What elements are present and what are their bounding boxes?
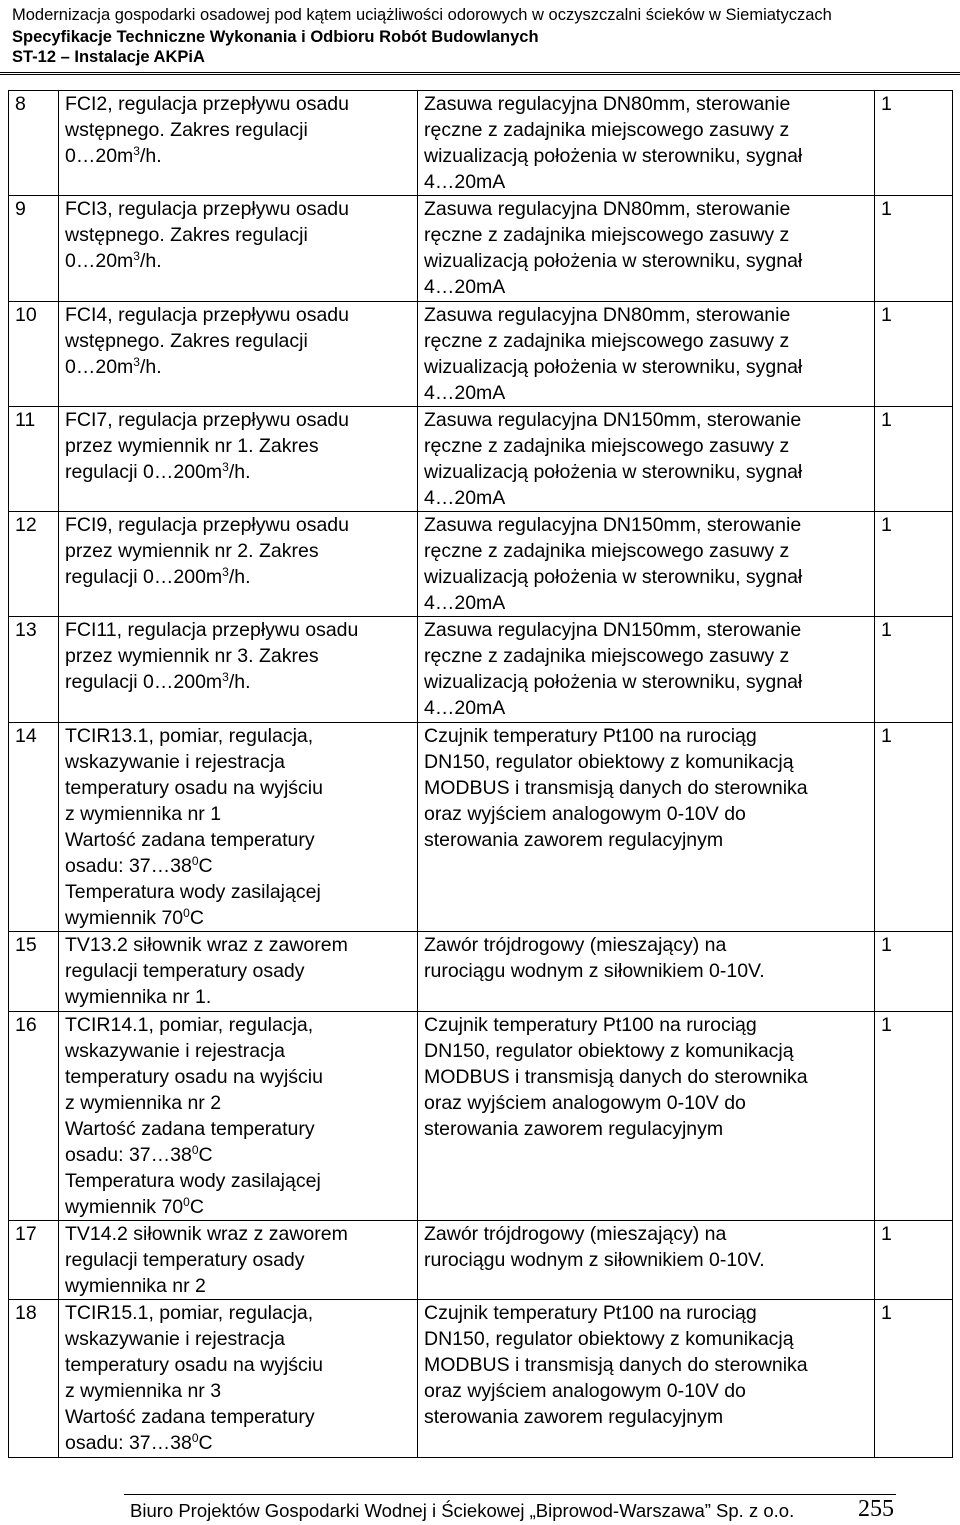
description-line: FCI4, regulacja przepływu osadu <box>65 303 349 326</box>
description-line: wstępnego. Zakres regulacji <box>65 119 308 141</box>
company-name: Biuro Projektów Gospodarki Wodnej i Ściekowej „Biprowod-Warszawa” Sp. z o.o. <box>130 1500 795 1521</box>
document-title: Specyfikacje Techniczne Wykonania i Odbioru Robót Budowlanych <box>12 28 539 46</box>
description-line: osadu: $37\dots 38^0C$ <box>65 1142 213 1166</box>
device-line: Czujnik temperatury Pt100 na rurociąg <box>424 1302 757 1325</box>
device-line: oraz wyjściem analogowym 0-10V do <box>424 1091 746 1114</box>
device-description <box>418 932 875 1011</box>
table-row <box>9 512 953 617</box>
device-line: MODBUS i transmisją danych do sterownika <box>424 776 808 799</box>
description-line: FCI11, regulacja przepływu osadu <box>65 619 359 642</box>
device-line: sterowania zaworem regulacyjnym <box>424 828 724 851</box>
device-line: Czujnik temperatury Pt100 na rurociąg <box>424 724 757 747</box>
quantity: 1 <box>875 196 953 301</box>
description-line: FCI2, regulacja przepływu osadu <box>65 93 349 115</box>
device-line: ręczne z zadajnika miejscowego zasuwy z <box>424 119 790 141</box>
quantity: 1 <box>875 1300 953 1458</box>
description-line: $0\dots 20m^3/h$. <box>65 249 162 273</box>
device-line: rurociągu wodnym z siłownikiem 0-10V. <box>424 1249 765 1272</box>
table-row <box>9 722 953 932</box>
table-row <box>9 932 953 1011</box>
description-line: osadu: $37\dots 38^0C$ <box>65 853 213 877</box>
description-line: regulacji temperatury osady <box>65 1249 305 1272</box>
device-line: Zasuwa regulacyjna DN150mm, sterowanie <box>424 514 802 537</box>
description-line: przez wymiennik nr 1. Zakres <box>65 434 319 457</box>
row-number: 14 <box>9 722 59 932</box>
quantity: 1 <box>875 932 953 1011</box>
device-line: 4…20mA <box>424 171 506 193</box>
device-line: Zawór trójdrogowy (mieszający) na <box>424 1223 727 1246</box>
row-number: 10 <box>9 301 59 406</box>
description-line: Temperatura wody zasilającej <box>65 880 321 903</box>
device-line: MODBUS i transmisją danych do sterownika <box>424 1065 808 1088</box>
device-line: 4…20mA <box>424 381 506 404</box>
device-description <box>418 301 875 406</box>
quantity: 1 <box>875 91 953 196</box>
measurement-description <box>59 932 418 1011</box>
device-line: ręczne z zadajnika miejscowego zasuwy z <box>424 434 790 457</box>
device-line: ręczne z zadajnika miejscowego zasuwy z <box>424 645 790 668</box>
measurement-description <box>59 512 418 617</box>
measurement-description <box>59 406 418 511</box>
measurement-description <box>59 1221 418 1300</box>
device-description <box>418 91 875 196</box>
project-title: Modernizacja gospodarki osadowej pod kątem uciążliwości odorowych w oczyszczalni ścieków w Siemiatyczach <box>12 6 832 24</box>
quantity: 1 <box>875 1011 953 1221</box>
table-row <box>9 1011 953 1221</box>
description-line: wymiennika nr 2 <box>65 1275 206 1298</box>
device-line: wizualizacją położenia w sterowniku, sygnał <box>424 566 803 589</box>
device-line: sterowania zaworem regulacyjnym <box>424 1406 724 1429</box>
device-line: DN150, regulator obiektowy z komunikacją <box>424 1328 794 1351</box>
table-row <box>9 1300 953 1458</box>
description-line: Wartość zadana temperatury <box>65 828 315 851</box>
device-line: 4…20mA <box>424 697 506 720</box>
device-line: Zasuwa regulacyjna DN80mm, sterowanie <box>424 93 791 115</box>
row-number: 11 <box>9 406 59 511</box>
device-description <box>418 617 875 722</box>
description-line: FCI9, regulacja przepływu osadu <box>65 514 349 537</box>
page-number: 255 <box>858 1496 894 1522</box>
row-number: 16 <box>9 1011 59 1221</box>
device-line: Zasuwa regulacyjna DN80mm, sterowanie <box>424 303 791 326</box>
device-line: wizualizacją położenia w sterowniku, sygnał <box>424 145 803 167</box>
device-line: oraz wyjściem analogowym 0-10V do <box>424 1380 746 1403</box>
description-line: $0\dots 20m^3/h$. <box>65 144 162 167</box>
description-line: wskazywanie i rejestracja <box>65 750 285 773</box>
description-line: wskazywanie i rejestracja <box>65 1328 285 1351</box>
description-line: wskazywanie i rejestracja <box>65 1039 285 1062</box>
quantity: 1 <box>875 512 953 617</box>
description-line: FCI7, regulacja przepływu osadu <box>65 408 349 431</box>
table-row <box>9 91 953 196</box>
description-line: wstępnego. Zakres regulacji <box>65 329 308 352</box>
section-title: ST-12 – Instalacje AKPiA <box>12 48 205 66</box>
device-line: wizualizacją położenia w sterowniku, sygnał <box>424 355 803 378</box>
row-number: 8 <box>9 91 59 196</box>
measurement-description <box>59 1300 418 1458</box>
page-header <box>0 0 960 72</box>
description-line: regulacji temperatury osady <box>65 960 305 983</box>
description-line: wymiennik $70^0C$ <box>65 905 204 929</box>
device-line: rurociągu wodnym z siłownikiem 0-10V. <box>424 960 765 983</box>
device-description <box>418 512 875 617</box>
description-line: temperatury osadu na wyjściu <box>65 1354 323 1377</box>
description-line: z wymiennika nr 3 <box>65 1380 222 1403</box>
row-number: 9 <box>9 196 59 301</box>
table-row <box>9 617 953 722</box>
measurement-description <box>59 196 418 301</box>
description-line: regulacji $0\dots 200m^3/h$. <box>65 459 251 483</box>
table-row <box>9 196 953 301</box>
description-line: wymiennika nr 1. <box>65 986 212 1009</box>
device-line: Zasuwa regulacyjna DN150mm, sterowanie <box>424 408 802 431</box>
device-line: 4…20mA <box>424 592 506 615</box>
description-line: wstępnego. Zakres regulacji <box>65 224 308 247</box>
device-line: DN150, regulator obiektowy z komunikacją <box>424 1039 794 1062</box>
measurement-description <box>59 91 418 196</box>
description-line: TV14.2 siłownik wraz z zaworem <box>65 1223 348 1246</box>
device-line: ręczne z zadajnika miejscowego zasuwy z <box>424 329 790 352</box>
quantity: 1 <box>875 301 953 406</box>
device-line: DN150, regulator obiektowy z komunikacją <box>424 750 794 773</box>
description-line: regulacji $0\dots 200m^3/h$. <box>65 565 251 589</box>
description-line: TV13.2 siłownik wraz z zaworem <box>65 934 348 957</box>
description-line: osadu: $37\dots 38^0C$ <box>65 1431 213 1455</box>
description-line: temperatury osadu na wyjściu <box>65 776 323 799</box>
device-line: 4…20mA <box>424 276 506 299</box>
table-row <box>9 1221 953 1300</box>
device-description <box>418 406 875 511</box>
device-description <box>418 196 875 301</box>
device-line: 4…20mA <box>424 486 506 509</box>
device-line: Zawór trójdrogowy (mieszający) na <box>424 934 727 957</box>
row-number: 13 <box>9 617 59 722</box>
row-number: 15 <box>9 932 59 1011</box>
device-line: ręczne z zadajnika miejscowego zasuwy z <box>424 224 790 247</box>
table-row <box>9 301 953 406</box>
device-line: oraz wyjściem analogowym 0-10V do <box>424 802 746 825</box>
measurement-description <box>59 301 418 406</box>
specification-table <box>8 90 953 1458</box>
measurement-description <box>59 1011 418 1221</box>
table-row <box>9 406 953 511</box>
device-line: Czujnik temperatury Pt100 na rurociąg <box>424 1013 757 1036</box>
device-description <box>418 1221 875 1300</box>
description-line: Wartość zadana temperatury <box>65 1117 315 1140</box>
description-line: temperatury osadu na wyjściu <box>65 1065 323 1088</box>
description-line: TCIR13.1, pomiar, regulacja, <box>65 724 314 747</box>
quantity: 1 <box>875 722 953 932</box>
description-line: wymiennik $70^0C$ <box>65 1194 204 1218</box>
description-line: przez wymiennik nr 2. Zakres <box>65 540 319 563</box>
device-line: wizualizacją położenia w sterowniku, sygnał <box>424 250 803 273</box>
device-line: wizualizacją położenia w sterowniku, sygnał <box>424 671 803 694</box>
description-line: z wymiennika nr 1 <box>65 802 222 825</box>
measurement-description <box>59 617 418 722</box>
device-line: ręczne z zadajnika miejscowego zasuwy z <box>424 540 790 563</box>
device-line: sterowania zaworem regulacyjnym <box>424 1117 724 1140</box>
device-description <box>418 1011 875 1221</box>
description-line: TCIR14.1, pomiar, regulacja, <box>65 1013 314 1036</box>
description-line: TCIR15.1, pomiar, regulacja, <box>65 1302 314 1325</box>
device-line: wizualizacją położenia w sterowniku, sygnał <box>424 460 803 483</box>
quantity: 1 <box>875 1221 953 1300</box>
quantity: 1 <box>875 617 953 722</box>
row-number: 12 <box>9 512 59 617</box>
description-line: Temperatura wody zasilającej <box>65 1169 321 1192</box>
description-line: przez wymiennik nr 3. Zakres <box>65 645 319 668</box>
row-number: 17 <box>9 1221 59 1300</box>
device-description <box>418 1300 875 1458</box>
device-line: MODBUS i transmisją danych do sterownika <box>424 1354 808 1377</box>
header-rule <box>0 72 960 75</box>
description-line: $0\dots 20m^3/h$. <box>65 354 162 378</box>
device-description <box>418 722 875 932</box>
measurement-description <box>59 722 418 932</box>
quantity: 1 <box>875 406 953 511</box>
footer-rule <box>124 1494 896 1495</box>
description-line: z wymiennika nr 2 <box>65 1091 222 1114</box>
device-line: Zasuwa regulacyjna DN80mm, sterowanie <box>424 198 791 221</box>
description-line: regulacji $0\dots 200m^3/h$. <box>65 670 251 694</box>
description-line: Wartość zadana temperatury <box>65 1406 315 1429</box>
description-line: FCI3, regulacja przepływu osadu <box>65 198 349 221</box>
device-line: Zasuwa regulacyjna DN150mm, sterowanie <box>424 619 802 642</box>
row-number: 18 <box>9 1300 59 1458</box>
